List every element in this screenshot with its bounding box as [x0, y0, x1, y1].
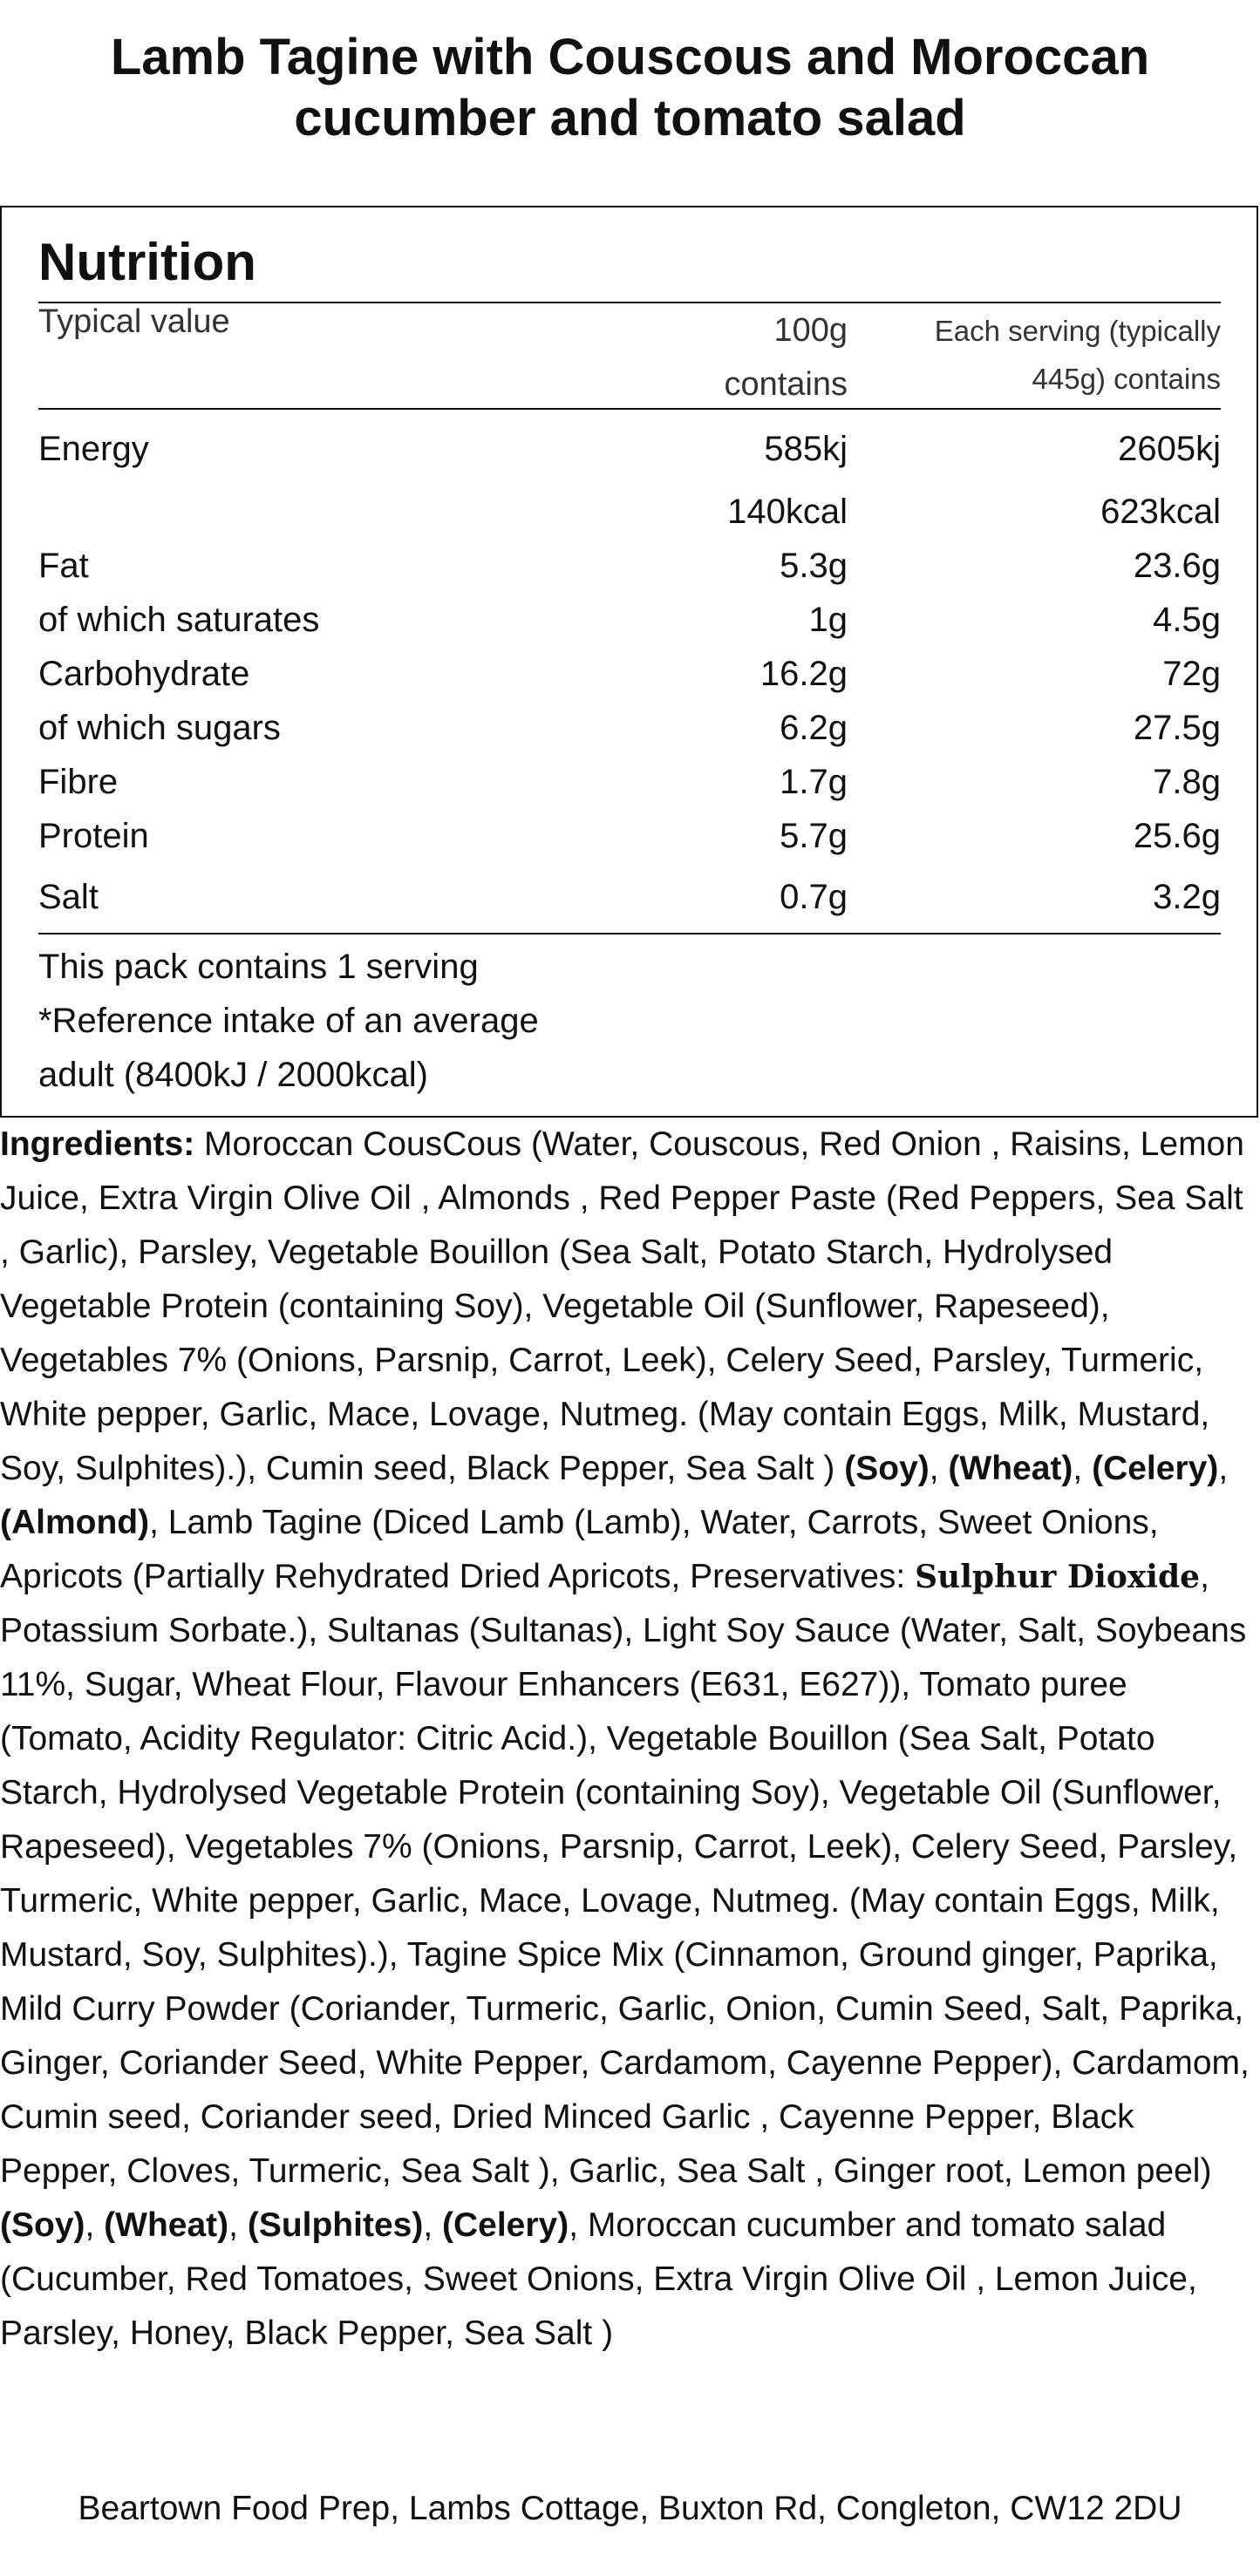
- divider-bottom: [38, 933, 1221, 935]
- separator: ,: [1218, 1450, 1229, 1487]
- row-per100: 0.7g: [780, 878, 848, 916]
- row-serving: 27.5g: [1133, 709, 1221, 747]
- nutrition-row-saturates: [38, 593, 1221, 647]
- ingredients-text: Moroccan CousCous (Water, Couscous, Red Onion , Raisins, Lemon Juice, Extra Virgin Olive Oil , Almonds , Red Pepper Paste (Red Peppers, Sea Salt , Garlic), Parsley, Vegetable Bouillon (Sea Salt, Potato Starch, Hydrolysed Vegetable Protein (containing Soy), Vegetable Oil (Sunflower, Rapeseed), Vegetables 7% (Onions, Parsnip, Carrot, Leek), Celery Seed, Parsley, Turmeric, White pepper, Garlic, Mace, Lovage, Nutmeg. (May contain Eggs, Milk, Mustard, Soy, Sulphites).), Cumin seed, Black Pepper, Sea Salt ): [0, 1125, 1244, 1487]
- header-typical-value: Typical value: [38, 303, 230, 340]
- row-label: Carbohydrate: [38, 655, 250, 693]
- row-serving: 4.5g: [1153, 601, 1221, 639]
- title-line-2: cucumber and tomato salad: [294, 89, 966, 146]
- row-per100: 6.2g: [780, 709, 848, 747]
- row-label: Salt: [38, 878, 99, 916]
- ingredients-text: , Moroccan cucumber and tomato salad (Cucumber, Red Tomatoes, Sweet Onions, Extra Virgin Olive Oil , Lemon Juice, Parsley, Honey, Black Pepper, Sea Salt ): [0, 2206, 1197, 2352]
- ingredients-label: Ingredients:: [0, 1125, 195, 1163]
- allergen-wheat: (Wheat): [104, 2206, 229, 2244]
- nutrition-row-salt: [38, 870, 1221, 924]
- ingredients-text: , Lamb Tagine (Diced Lamb (Lamb), Water, Carrots, Sweet Onions, Apricots (Partially Rehydrated Dried Apricots, Preservatives:: [0, 1504, 1159, 1595]
- reference-intake-line-1: *Reference intake of an average: [38, 1002, 539, 1040]
- header-per-100g-line1: 100g: [773, 312, 848, 349]
- nutrition-heading: Nutrition: [38, 233, 256, 291]
- allergen-wheat: (Wheat): [948, 1450, 1073, 1487]
- nutrition-row-sugars: [38, 701, 1221, 755]
- serving-note: This pack contains 1 serving: [38, 948, 479, 986]
- nutrition-row-energy-kcal: [38, 485, 1221, 539]
- header-per-100g: [525, 303, 848, 411]
- allergen-soy: (Soy): [844, 1450, 930, 1487]
- nutrition-row-fat: [38, 539, 1221, 593]
- allergen-celery: (Celery): [442, 2206, 569, 2244]
- row-per100: 585kj: [764, 430, 848, 468]
- row-per100: 1.7g: [780, 763, 848, 801]
- separator: ,: [929, 1450, 949, 1487]
- header-per-100g-line2: contains: [724, 366, 848, 403]
- allergen-celery: (Celery): [1092, 1450, 1219, 1487]
- row-label: of which sugars: [38, 709, 281, 747]
- reference-intake-line-2: adult (8400kJ / 2000kcal): [38, 1056, 428, 1094]
- allergen-sulphites: (Sulphites): [247, 2206, 424, 2244]
- nutrition-row-protein: [38, 809, 1221, 863]
- nutrition-row-carbohydrate: [38, 647, 1221, 701]
- row-serving: 623kcal: [1100, 493, 1221, 531]
- nutrition-notes: [38, 940, 649, 1102]
- page-title: [52, 30, 1208, 146]
- row-per100: 16.2g: [759, 655, 848, 693]
- header-per-serving: [874, 307, 1221, 403]
- row-serving: 25.6g: [1133, 817, 1221, 855]
- row-serving: 7.8g: [1153, 763, 1221, 801]
- separator: ,: [85, 2206, 105, 2244]
- row-serving: 72g: [1162, 655, 1221, 693]
- header-per-serving-line2: 445g) contains: [1032, 363, 1221, 395]
- allergen-almond: (Almond): [0, 1504, 150, 1541]
- header-per-serving-line1: Each serving (typically: [934, 315, 1221, 347]
- row-label: Fibre: [38, 763, 119, 801]
- allergen-sulphur-dioxide: Sulphur Dioxide: [915, 1559, 1201, 1595]
- producer-address: Beartown Food Prep, Lambs Cottage, Buxton Rd, Congleton, CW12 2DU: [78, 2490, 1182, 2527]
- row-serving: 2605kj: [1118, 430, 1221, 468]
- allergen-soy: (Soy): [0, 2206, 85, 2244]
- row-per100: 5.7g: [780, 817, 848, 855]
- separator: ,: [1073, 1450, 1093, 1487]
- title-line-1: Lamb Tagine with Couscous and Moroccan: [110, 29, 1150, 85]
- row-label: Energy: [38, 430, 149, 468]
- row-per100: 140kcal: [727, 493, 848, 531]
- divider-header: [38, 408, 1221, 410]
- separator: ,: [423, 2206, 442, 2244]
- separator: ,: [228, 2206, 248, 2244]
- nutrition-panel: [0, 206, 1258, 1118]
- row-serving: 3.2g: [1153, 878, 1221, 916]
- row-per100: 1g: [808, 601, 848, 639]
- ingredients-text: , Potassium Sorbate.), Sultanas (Sultanas), Light Soy Sauce (Water, Salt, Soybeans 11%, Sugar, Wheat Flour, Flavour Enhancers (E631, E627)), Tomato puree (Tomato, Acidity Regulator: Citric Acid.), Vegetable Bouillon (Sea Salt, Potato Starch, Hydrolysed Vegetable Protein (containing Soy), Vegetable Oil (Sunflower, Rapeseed), Vegetables 7% (Onions, Parsnip, Carrot, Leek), Celery Seed, Parsley, Turmeric, White pepper, Garlic, Mace, Lovage, Nutmeg. (May contain Eggs, Milk, Mustard, Soy, Sulphites).), Tagine Spice Mix (Cinnamon, Ground ginger, Paprika, Mild Curry Powder (Coriander, Turmeric, Garlic, Onion, Cumin Seed, Salt, Paprika, Ginger, Coriander Seed, White Pepper, Cardamom, Cayenne Pepper), Cardamom, Cumin seed, Coriander seed, Dried Minced Garlic , Cayenne Pepper, Black Pepper, Cloves, Turmeric, Sea Salt ), Garlic, Sea Salt , Ginger root, Lemon peel): [0, 1558, 1250, 2190]
- row-label: Protein: [38, 817, 149, 855]
- row-label: Fat: [38, 547, 89, 585]
- row-serving: 23.6g: [1133, 547, 1221, 585]
- ingredients-list: [0, 1118, 1256, 2361]
- nutrition-row-energy-kj: [38, 422, 1221, 476]
- nutrition-row-fibre: [38, 755, 1221, 809]
- row-per100: 5.3g: [780, 547, 848, 585]
- row-label: of which saturates: [38, 601, 320, 639]
